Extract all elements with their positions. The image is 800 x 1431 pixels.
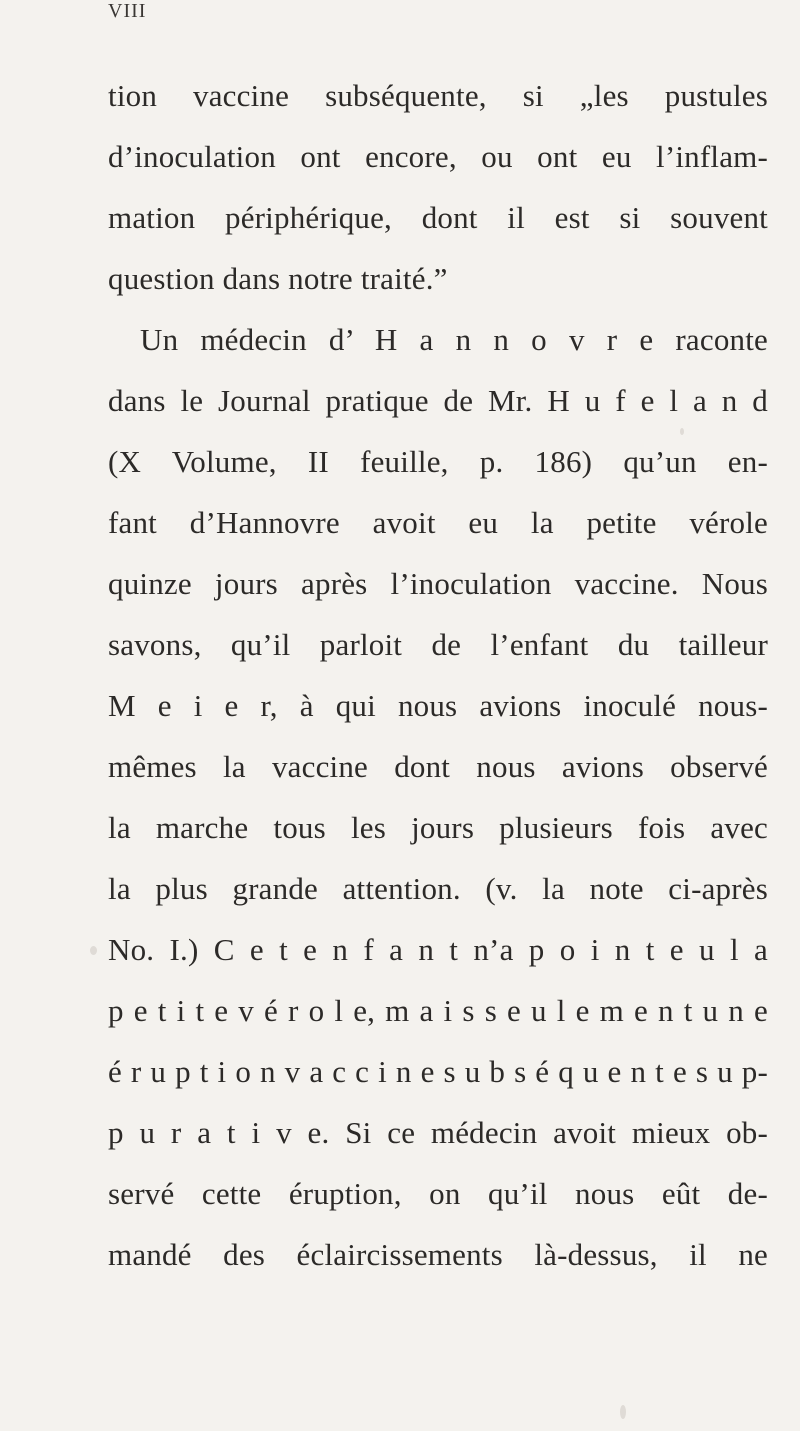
running-head: VIII (108, 0, 147, 22)
text-line: la marche tous les jours plusieurs fois avec (108, 810, 768, 845)
text-line: d’inoculation ont encore, ou ont eu l’inflam- (108, 139, 768, 174)
text-line: question dans notre traité.” (108, 261, 448, 296)
text-line: fant d’Hannovre avoit eu la petite vérole (108, 505, 768, 540)
text-line: No. I.) C e t e n f a n t n’a p o i n t e u l a (108, 932, 768, 967)
ink-spot (90, 946, 97, 955)
ink-spot (620, 1405, 626, 1419)
text-line: mation périphérique, dont il est si souvent (108, 200, 768, 235)
text-line: (X Volume, II feuille, p. 186) qu’un en- (108, 444, 768, 479)
text-line: M e i e r, à qui nous avions inoculé nous- (108, 688, 768, 723)
text-line: p e t i t e v é r o l e, m a i s s e u l e m e n t u n e (108, 993, 768, 1028)
ink-spot (680, 428, 684, 435)
text-line: é r u p t i o n v a c c i n e s u b s é q u e n t e s u p- (108, 1054, 768, 1089)
text-line: mandé des éclaircissements là-dessus, il ne (108, 1237, 768, 1272)
text-line: p u r a t i v e. Si ce médecin avoit mieux ob- (108, 1115, 768, 1150)
text-line: mêmes la vaccine dont nous avions observé (108, 749, 768, 784)
text-line: savons, qu’il parloit de l’enfant du tailleur (108, 627, 768, 662)
text-line: dans le Journal pratique de Mr. H u f e l a n d (108, 383, 768, 418)
text-line: tion vaccine subséquente, si „les pustules (108, 78, 768, 113)
text-line: servé cette éruption, on qu’il nous eût de- (108, 1176, 768, 1211)
text-line: quinze jours après l’inoculation vaccine. Nous (108, 566, 768, 601)
text-line: la plus grande attention. (v. la note ci-après (108, 871, 768, 906)
text-line: Un médecin d’ H a n n o v r e raconte (140, 322, 768, 357)
